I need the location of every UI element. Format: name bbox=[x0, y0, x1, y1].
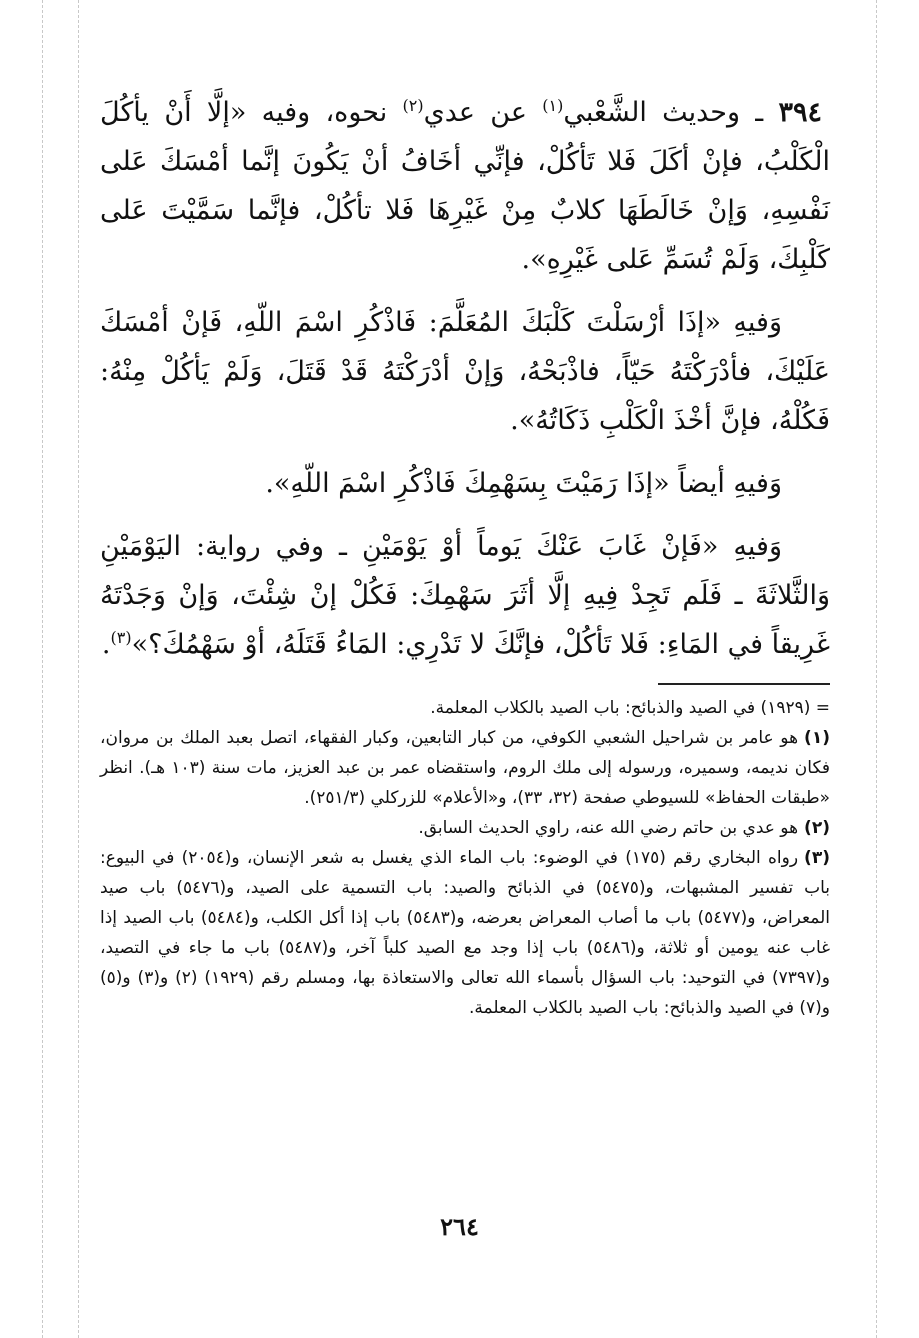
hadith-paragraph bbox=[100, 459, 830, 508]
footnote-text: = (١٩٢٩) في الصيد والذبائح: باب الصيد بالكلاب المعلمة. bbox=[430, 698, 830, 718]
paragraph-text: ـ وحديث الشَّعْبي bbox=[563, 97, 779, 128]
hadith-paragraph bbox=[100, 522, 830, 669]
scan-guide-line bbox=[876, 0, 877, 1338]
hadith-paragraph bbox=[100, 88, 830, 284]
hadith-paragraph bbox=[100, 298, 830, 445]
footnote-divider bbox=[658, 683, 830, 685]
scan-guide-line bbox=[78, 0, 79, 1338]
footnote-ref[interactable]: (١) bbox=[542, 96, 564, 115]
paragraph-text: وَفيهِ «إذَا أرْسَلْتَ كَلْبَكَ المُعَلَّمَ: فَاذْكُرِ اسْمَ اللّهِ، فَإنْ أمْسَكَ عَلَيْكَ، فأدْرَكْتَهُ حَيّاً، فاذْبَحْهُ، وَإنْ أدْرَكْتَهُ قَدْ قَتَلَ، وَلَمْ يَأكُلْ مِنْهُ: فَكُلْهُ، فإنَّ أخْذَ الْكَلْبِ ذَكَاتُهُ». bbox=[100, 307, 830, 436]
footnote-item bbox=[100, 843, 830, 1023]
footnote-item bbox=[100, 723, 830, 813]
footnote-number: (٢) bbox=[804, 818, 830, 838]
paragraph-text: وَفيهِ «فَإنْ غَابَ عَنْكَ يَوماً أوْ يَوْمَيْنِ ـ وفي رواية: اليَوْمَيْنِ وَالثَّلاثَةَ ـ فَلَم تَجِدْ فِيهِ إلَّا أثَرَ سَهْمِكَ: فَكُلْ إنْ شِئْتَ، وَإنْ وَجَدْتَهُ غَرِيقاً في المَاءِ: فَلا تَأكُلْ، فإنَّكَ لا تَدْرِي: المَاءُ قَتَلَهُ، أوْ سَهْمُكَ؟» bbox=[100, 531, 830, 660]
footnote-ref[interactable]: (٣) bbox=[110, 628, 132, 647]
footnote-text: رواه البخاري رقم (١٧٥) في الوضوء: باب الماء الذي يغسل به شعر الإنسان، و(٢٠٥٤) في البيوع: باب تفسير المشبهات، و(٥٤٧٥) في الذبائح والصيد: باب التسمية على الصيد، و(٥٤٧٦) باب صيد المعراض، و(٥٤٧٧) باب ما أصاب المعراض بعرضه، و(٥٤٨٣) باب إذا أكل الكلب، و(٥٤٨٤) باب الصيد إذا غاب عنه يومين أو ثلاثة، و(٥٤٨٦) باب إذا وجد مع الصيد كلباً آخر، و(٥٤٨٧) باب ما جاء في التصيد، و(٧٣٩٧) في التوحيد: باب السؤال بأسماء الله تعالى والاستعاذة بها، ومسلم رقم (١٩٢٩) (٢) و(٣) و(٥) و(٧) في الصيد والذبائح: باب الصيد بالكلاب المعلمة. bbox=[100, 848, 831, 1018]
paragraph-text: وَفيهِ أيضاً «إذَا رَمَيْتَ بِسَهْمِكَ فَاذْكُرِ اسْمَ اللّهِ». bbox=[265, 468, 782, 499]
main-text bbox=[100, 88, 830, 669]
footnote-text: هو عامر بن شراحيل الشعبي الكوفي، من كبار التابعين، وكبار الفقهاء، اتصل بعبد الملك بن مروان، فكان نديمه، وسميره، ورسوله إلى ملك الروم، واستقضاه عمر بن عبد العزيز، مات سنة (١٠٣ هـ). انظر «طبقات الحفاظ» للسيوطي صفحة (٣٢، ٣٣)، و«الأعلام» للزركلي (٢٥١/٣). bbox=[100, 728, 830, 808]
paragraph-text: . bbox=[101, 629, 111, 660]
paragraph-text: نحوه، وفيه «إلَّا أَنْ يأكُلَ الْكَلْبُ، فإنْ أكَلَ فَلا تَأكُلْ، فإنِّي أخَافُ أنْ يَكُونَ إنَّما أمْسَكَ عَلى نَفْسِهِ، وَإنْ خَالَطَهَا كلابٌ مِنْ غَيْرِهَا فَلا تأكُلْ، فإنَّما سَمَّيْتَ عَلى كَلْبِكَ، وَلَمْ تُسَمِّ عَلى غَيْرِهِ». bbox=[100, 97, 830, 275]
footnote-continuation bbox=[100, 693, 830, 723]
footnote-ref[interactable]: (٢) bbox=[402, 96, 424, 115]
paragraph-text: عن عدي bbox=[423, 97, 543, 128]
footnote-item bbox=[100, 813, 830, 843]
page-content bbox=[100, 88, 830, 1023]
footnote-number: (٣) bbox=[804, 848, 830, 868]
footnotes bbox=[100, 693, 830, 1023]
page-number: ٢٦٤ bbox=[440, 1212, 479, 1241]
footnote-number: (١) bbox=[804, 728, 830, 748]
hadith-number: ٣٩٤ bbox=[778, 97, 823, 128]
scan-guide-line bbox=[42, 0, 43, 1338]
footnote-text: هو عدي بن حاتم رضي الله عنه، راوي الحديث السابق. bbox=[418, 818, 799, 838]
